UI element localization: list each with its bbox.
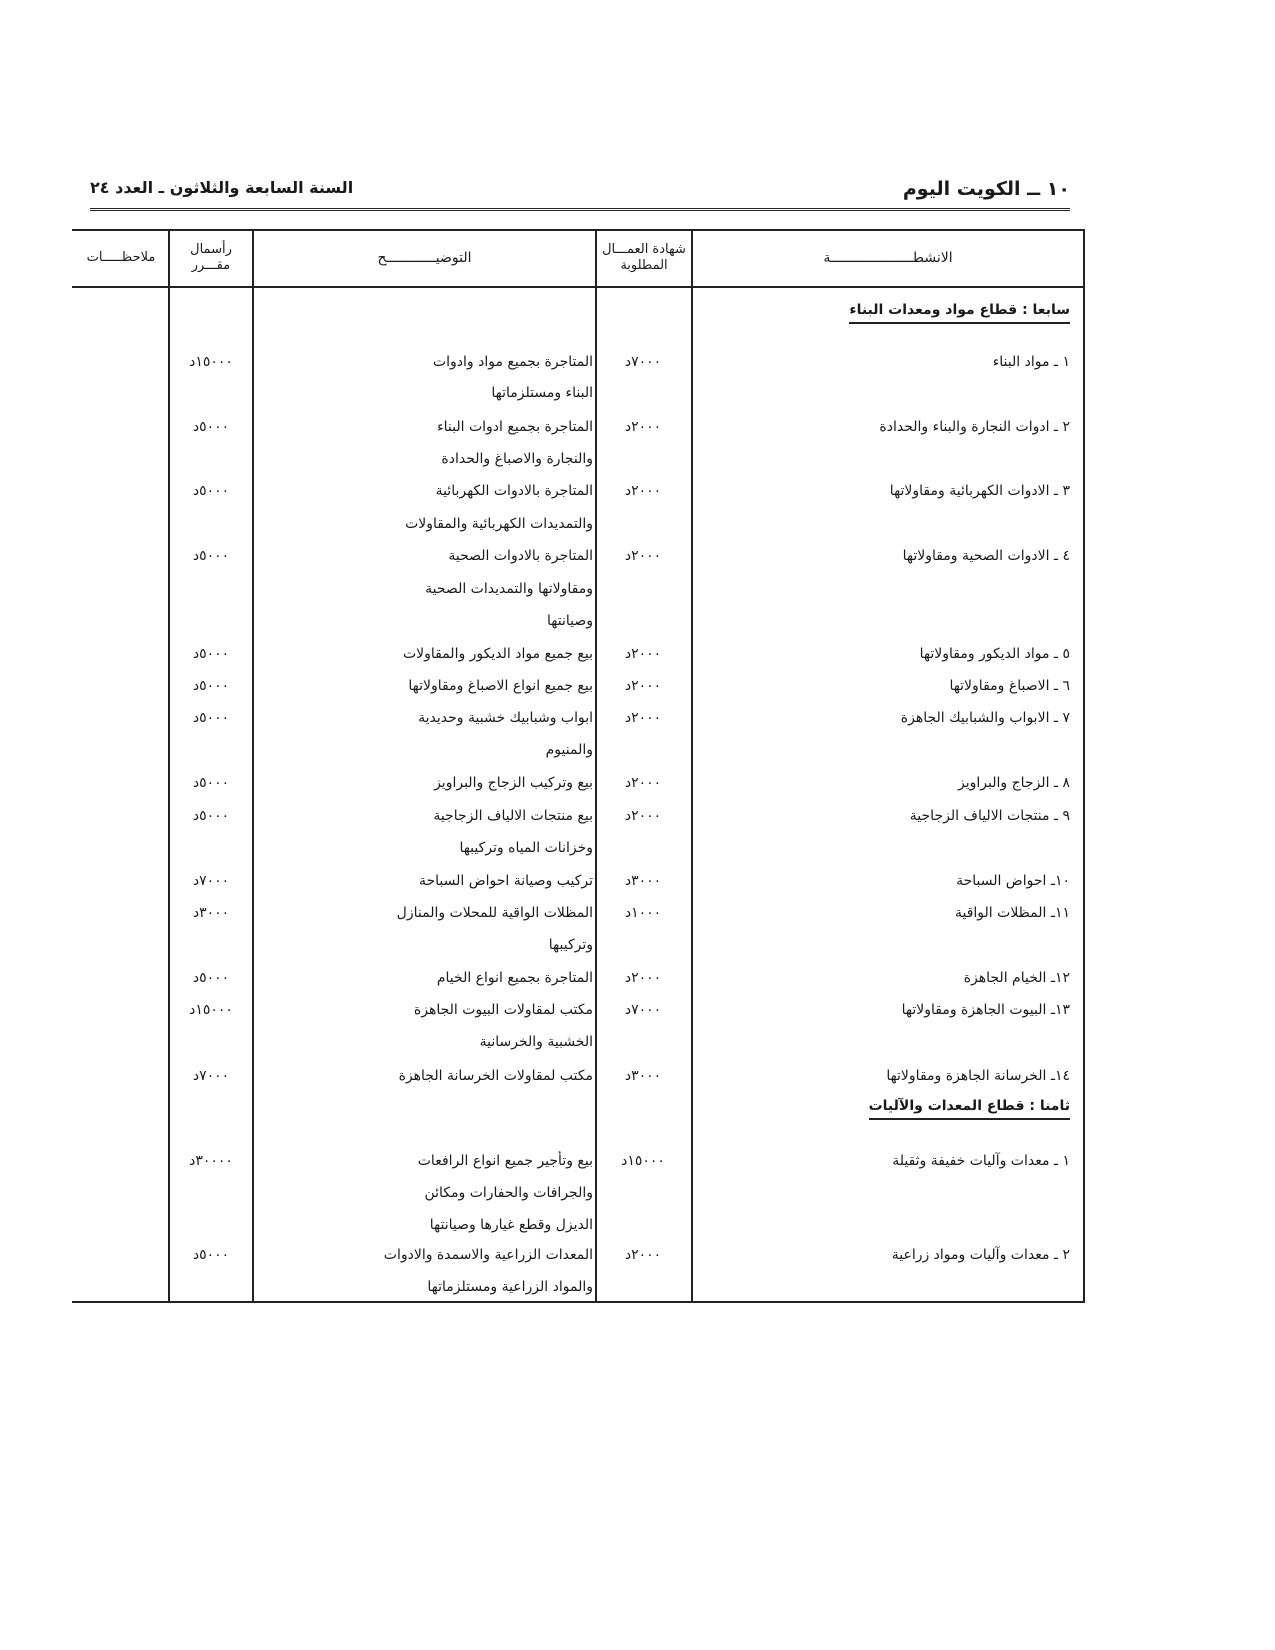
row-certificate: ٢٠٠٠د [624, 775, 662, 791]
row-description: البناء ومستلزماتها [491, 385, 593, 401]
row-description: والمواد الزراعية ومستلزماتها [427, 1279, 593, 1295]
row-activity: ١٤ـ الخرسانة الجاهزة ومقاولاتها [886, 1068, 1070, 1084]
row-capital: ٥٠٠٠د [192, 1247, 230, 1263]
row-certificate: ٣٠٠٠د [624, 1068, 662, 1084]
row-certificate: ٢٠٠٠د [624, 483, 662, 499]
row-capital: ٣٠٠٠٠د [189, 1153, 233, 1169]
row-certificate: ٣٠٠٠د [624, 873, 662, 889]
row-capital: ٧٠٠٠د [192, 873, 230, 889]
col-divider [252, 229, 254, 1303]
issue-info: السنة السابعة والثلاثون ـ العدد ٢٤ [90, 178, 354, 197]
row-certificate: ٢٠٠٠د [624, 646, 662, 662]
col-header-certificate: شهادة العمـــال المطلوبة [602, 242, 686, 273]
row-activity: ٦ ـ الاصباغ ومقاولاتها [949, 678, 1070, 694]
row-description: ومقاولاتها والتمديدات الصحية [425, 581, 593, 597]
row-description: المتاجرة بجميع انواع الخيام [436, 970, 593, 986]
page-number-title: ١٠ ــ الكويت اليوم [902, 178, 1070, 200]
row-description: والمنيوم [545, 742, 593, 758]
row-description: والنجارة والاصباغ والحدادة [441, 451, 593, 467]
row-certificate: ٢٠٠٠د [624, 710, 662, 726]
row-description: المعدات الزراعية والاسمدة والادوات [383, 1247, 593, 1263]
row-description: بيع وتأجير جميع انواع الرافعات [417, 1153, 593, 1169]
row-description: المتاجرة بالادوات الصحية [448, 548, 593, 564]
row-capital: ٥٠٠٠د [192, 419, 230, 435]
row-description: وخزانات المياه وتركيبها [459, 840, 593, 856]
col-divider [168, 229, 170, 1303]
page-header [90, 178, 1070, 211]
row-description: وصيانتها [547, 613, 593, 629]
row-capital: ٥٠٠٠د [192, 970, 230, 986]
row-certificate: ٢٠٠٠د [624, 548, 662, 564]
row-description: بيع جميع مواد الديكور والمقاولات [402, 646, 593, 662]
row-activity: ٨ ـ الزجاج والبراويز [958, 775, 1070, 791]
row-activity: ١ ـ مواد البناء [992, 354, 1070, 370]
row-capital: ٥٠٠٠د [192, 646, 230, 662]
row-capital: ٥٠٠٠د [192, 548, 230, 564]
col-divider [595, 229, 597, 1303]
col-divider [691, 229, 693, 1303]
row-activity: ١٣ـ البيوت الجاهزة ومقاولاتها [901, 1002, 1070, 1018]
col-header-notes: ملاحظـــــات [86, 250, 156, 265]
col-header-capital: رأسمال مقـــرر [190, 242, 232, 273]
row-certificate: ٢٠٠٠د [624, 1247, 662, 1263]
row-certificate: ٢٠٠٠د [624, 970, 662, 986]
row-capital: ٧٠٠٠د [192, 1068, 230, 1084]
row-description: بيع وتركيب الزجاج والبراويز [434, 775, 593, 791]
row-capital: ١٥٠٠٠د [189, 1002, 233, 1018]
row-description: المتاجرة بالادوات الكهربائية [435, 483, 593, 499]
row-activity: ٣ ـ الادوات الكهربائية ومقاولاتها [889, 483, 1070, 499]
row-description: المتاجرة بجميع مواد وادوات [432, 354, 593, 370]
row-description: المتاجرة بجميع ادوات البناء [437, 419, 593, 435]
row-capital: ٣٠٠٠د [192, 905, 230, 921]
row-certificate: ٢٠٠٠د [624, 808, 662, 824]
header-rule [72, 286, 1085, 288]
row-activity: ١ ـ معدات وآليات خفيفة وثقيلة [892, 1153, 1070, 1169]
row-activity: ١٢ـ الخيام الجاهزة [963, 970, 1070, 986]
row-description: مكتب لمقاولات البيوت الجاهزة [413, 1002, 593, 1018]
row-description: الديزل وقطع غيارها وصيانتها [429, 1217, 593, 1233]
row-description: تركيب وصيانة احواض السباحة [418, 873, 593, 889]
row-certificate: ٢٠٠٠د [624, 678, 662, 694]
row-certificate: ٢٠٠٠د [624, 419, 662, 435]
row-description: الخشبية والخرسانية [479, 1034, 593, 1050]
row-description: بيع منتجات الالياف الزجاجية [433, 808, 593, 824]
row-description: والجرافات والحفارات ومكائن [424, 1185, 593, 1201]
row-activity: ٢ ـ معدات وآليات ومواد زراعية [891, 1247, 1070, 1263]
row-description: والتمديدات الكهربائية والمقاولات [405, 516, 593, 532]
row-activity: ٤ ـ الادوات الصحية ومقاولاتها [902, 548, 1070, 564]
row-activity: ٢ ـ ادوات النجارة والبناء والحدادة [879, 419, 1070, 435]
row-capital: ٥٠٠٠د [192, 483, 230, 499]
row-activity: ١١ـ المظلات الواقية [954, 905, 1070, 921]
row-description: المظلات الواقية للمحلات والمنازل [396, 905, 593, 921]
row-description: ابواب وشبابيك خشبية وحديدية [418, 710, 593, 726]
row-activity: ٧ ـ الابواب والشبابيك الجاهزة [900, 710, 1070, 726]
col-header-description: التوضيــــــــــــح [377, 250, 472, 266]
row-certificate: ٧٠٠٠د [624, 1002, 662, 1018]
row-capital: ٥٠٠٠د [192, 808, 230, 824]
section-title-equipment: ثامنا : قطاع المعدات والآليات [869, 1098, 1070, 1120]
row-description: وتركيبها [548, 937, 593, 953]
row-capital: ١٥٠٠٠د [189, 354, 233, 370]
row-capital: ٥٠٠٠د [192, 710, 230, 726]
row-description: بيع جميع انواع الاصباغ ومقاولاتها [408, 678, 593, 694]
row-certificate: ١٠٠٠د [624, 905, 662, 921]
row-certificate: ١٥٠٠٠د [621, 1153, 665, 1169]
row-description: مكتب لمقاولات الخرسانة الجاهزة [398, 1068, 593, 1084]
row-activity: ٥ ـ مواد الديكور ومقاولاتها [919, 646, 1070, 662]
section-title-building: سابعا : قطاع مواد ومعدات البناء [849, 302, 1070, 324]
row-activity: ١٠ـ احواض السباحة [956, 873, 1070, 889]
row-certificate: ٧٠٠٠د [624, 354, 662, 370]
row-activity: ٩ ـ منتجات الالياف الزجاجية [909, 808, 1070, 824]
row-capital: ٥٠٠٠د [192, 775, 230, 791]
row-capital: ٥٠٠٠د [192, 678, 230, 694]
col-header-activity: الانشطــــــــــــــــــــة [823, 250, 953, 266]
